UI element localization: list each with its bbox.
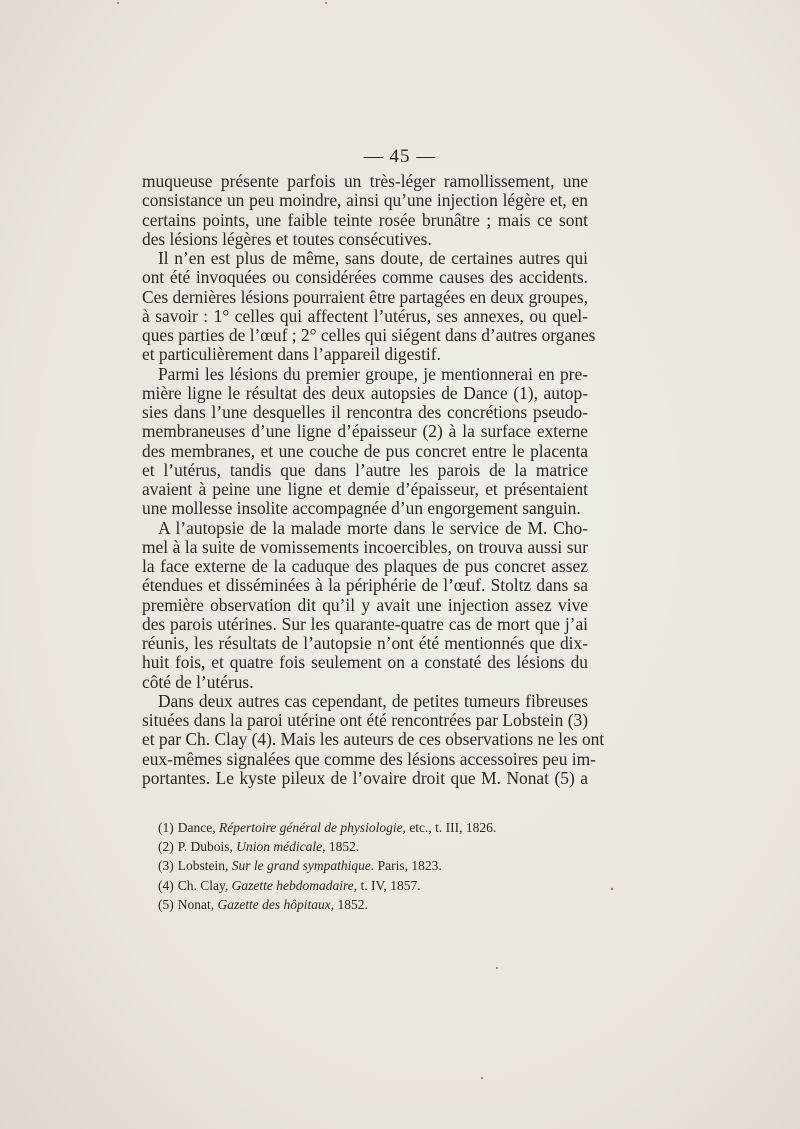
paragraph: [142, 519, 588, 692]
text-line: étendues et disséminées à la périphérie de l’œuf. Stoltz dans sa: [142, 575, 588, 596]
text-line: Parmi les lésions du premier groupe, je mentionnerai en pre-: [158, 363, 588, 384]
paragraph: [142, 365, 588, 519]
footnote-title: Gazette hebdomadaire,: [231, 877, 358, 893]
text-line: Il n’en est plus de même, sans doute, de certaines autres qui: [158, 248, 588, 268]
text-line: avaient à peine une ligne et demie d’épaisseur, et présentaient: [142, 479, 588, 499]
footnote-details: 1852.: [337, 896, 368, 912]
text-line: consistance un peu moindre, ainsi qu’une injection légère et, en: [142, 190, 588, 211]
footnote: [158, 895, 578, 914]
text-line: une mollesse insolite accompagnée d’un engorgement sanguin.: [142, 498, 581, 519]
footnote-details: t. IV, 1857.: [360, 877, 421, 893]
text-line: mière ligne le résultat des deux autopsies de Dance (1), autop-: [142, 382, 588, 403]
footnote-details: Paris, 1823.: [377, 858, 442, 874]
body-text: [142, 171, 605, 788]
text-line: et par Ch. Clay (4). Mais les auteurs de ces observations ne les ont: [142, 729, 605, 750]
text-line: première observation dit qu’il y avait une injection assez vive: [142, 594, 588, 615]
text-line: des parois utérines. Sur les quarante-quatre cas de mort que j’ai: [142, 613, 588, 634]
text-line: certains points, une faible teinte rosée brunâtre ; mais ce sont: [142, 209, 588, 230]
text-line: muqueuse présente parfois un très-léger ramollissement, une: [142, 171, 588, 191]
paragraph: [142, 690, 605, 788]
text-line: réunis, les résultats de l’autopsie n’ont été mentionnés que dix-: [142, 633, 588, 653]
text-line: huit fois, et quatre fois seulement on a constaté des lésions du: [142, 652, 588, 673]
footnote-number: (3): [158, 858, 174, 874]
footnote-author: P. Dubois,: [177, 839, 233, 855]
text-line: sies dans l’une desquelles il rencontra des concrétions pseudo-: [142, 402, 588, 422]
footnote-title: Gazette des hôpitaux,: [217, 896, 335, 912]
paragraph: [142, 248, 596, 365]
text-line: et particulièrement dans l’appareil digestif.: [142, 344, 441, 365]
footnote-author: Ch. Clay,: [177, 877, 229, 893]
paragraph: [142, 172, 588, 249]
text-line: côté de l’utérus.: [142, 671, 254, 692]
footnote-number: (1): [158, 820, 174, 835]
text-line: des lésions légères et toutes consécutives.: [142, 228, 432, 249]
text-line: à savoir : 1° celles qui affectent l’utérus, ses annexes, ou quel-: [142, 305, 588, 326]
footnote-details: 1852.: [328, 839, 360, 855]
footnote-author: Lobstein,: [177, 858, 229, 874]
text-line: et l’utérus, tandis que dans l’autre les parois de la matrice: [142, 459, 588, 480]
footnote-author: Dance,: [177, 820, 216, 835]
footnote-number: (2): [158, 839, 174, 855]
text-line: ont été invoquées ou considérées comme causes des accidents.: [142, 267, 588, 288]
text-line: la face externe de la caduque des plaques de pus concret assez: [142, 556, 588, 576]
text-line: portantes. Le kyste pileux de l’ovaire droit que M. Nonat (5) a: [142, 767, 588, 788]
text-line: mel à la suite de vomissements incoercibles, on trouva aussi sur: [142, 536, 588, 557]
footnote: [158, 856, 578, 875]
text-line: A l’autopsie de la malade morte dans le service de M. Cho-: [158, 517, 588, 538]
text-line: Dans deux autres cas cependant, de petites tumeurs fibreuses: [158, 690, 588, 711]
text-line: membraneuses d’une ligne d’épaisseur (2) à la surface externe: [142, 421, 588, 442]
footnote-title: Sur le grand sympathique.: [231, 858, 375, 874]
text-line: ques parties de l’œuf ; 2° celles qui siégent dans d’autres organes: [142, 325, 596, 345]
footnotes: [158, 818, 578, 914]
page-number: — 45 —: [363, 146, 437, 167]
text-line: des membranes, et une couche de pus concret entre le placenta: [142, 440, 588, 461]
footnote-title: Répertoire général de physiologie,: [218, 820, 406, 835]
footnote-details: etc., t. III, 1826.: [409, 820, 497, 835]
footnote-author: Nonat,: [177, 896, 215, 912]
footnote-number: (4): [158, 877, 174, 893]
text-line: Ces dernières lésions pourraient être partagées en deux groupes,: [142, 286, 588, 307]
footnote-number: (5): [158, 896, 174, 912]
text-line: eux-mêmes signalées que comme des lésions accessoires peu im-: [142, 748, 596, 769]
footnote: [158, 837, 578, 856]
text-line: situées dans la paroi utérine ont été rencontrées par Lobstein (3): [142, 710, 588, 730]
footnote: [158, 818, 578, 837]
footnote-title: Union médicale,: [236, 839, 326, 855]
footnote: [158, 876, 578, 895]
